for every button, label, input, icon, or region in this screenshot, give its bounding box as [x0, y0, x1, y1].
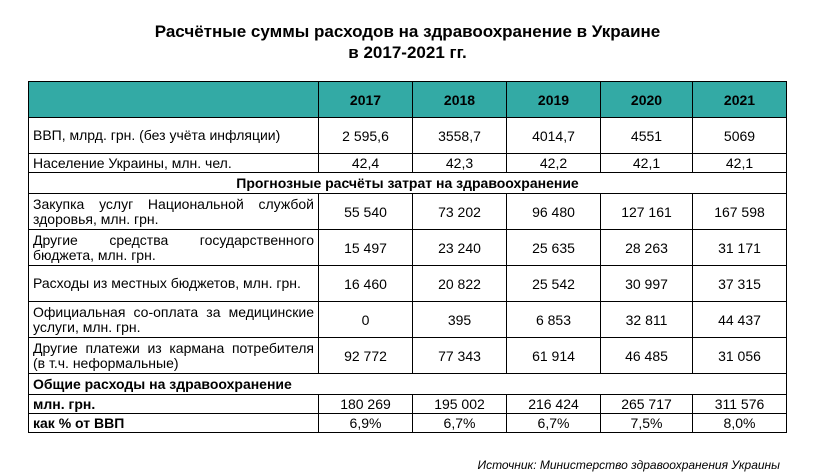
cell-value: 20 822 [413, 266, 507, 302]
cell-value: 42,2 [507, 154, 601, 173]
row-label: Официальная со-оплата за медицинские услуги, млн. грн. [29, 302, 319, 338]
table-row [29, 395, 787, 414]
cell-value: 32 811 [601, 302, 693, 338]
year-header: 2017 [319, 82, 413, 118]
year-header: 2019 [507, 82, 601, 118]
cell-value: 15 497 [319, 230, 413, 266]
row-label: Другие средства государственного бюджета, млн. грн. [29, 230, 319, 266]
table-row [29, 302, 787, 338]
section-heading-total: Общие расходы на здравоохранение [29, 374, 787, 395]
row-label: Население Украины, млн. чел. [29, 154, 319, 173]
cell-value: 37 315 [693, 266, 787, 302]
cell-value: 180 269 [319, 395, 413, 414]
cell-value: 23 240 [413, 230, 507, 266]
cell-value: 92 772 [319, 338, 413, 374]
cell-value: 4551 [601, 118, 693, 154]
cell-value: 55 540 [319, 194, 413, 230]
cell-value: 216 424 [507, 395, 601, 414]
cell-value: 44 437 [693, 302, 787, 338]
cell-value: 5069 [693, 118, 787, 154]
row-label: ВВП, млрд. грн. (без учёта инфляции) [29, 118, 319, 154]
cell-value: 2 595,6 [319, 118, 413, 154]
cell-value: 46 485 [601, 338, 693, 374]
row-label: Расходы из местных бюджетов, млн. грн. [29, 266, 319, 302]
section-heading-forecast: Прогнозные расчёты затрат на здравоохранение [29, 173, 787, 194]
cell-value: 4014,7 [507, 118, 601, 154]
cell-value: 167 598 [693, 194, 787, 230]
year-header: 2018 [413, 82, 507, 118]
section-row [29, 374, 787, 395]
cell-value: 311 576 [693, 395, 787, 414]
header-label-cell [29, 82, 319, 118]
cell-value: 31 056 [693, 338, 787, 374]
cell-value: 31 171 [693, 230, 787, 266]
cell-value: 6,7% [413, 414, 507, 433]
table-row [29, 230, 787, 266]
cell-value: 96 480 [507, 194, 601, 230]
cell-value: 42,1 [693, 154, 787, 173]
cell-value: 395 [413, 302, 507, 338]
cell-value: 127 161 [601, 194, 693, 230]
cell-value: 265 717 [601, 395, 693, 414]
cell-value: 61 914 [507, 338, 601, 374]
table-title-line2: в 2017-2021 гг. [348, 43, 467, 62]
cell-value: 73 202 [413, 194, 507, 230]
cell-value: 42,4 [319, 154, 413, 173]
cell-value: 8,0% [693, 414, 787, 433]
row-label: Другие платежи из кармана потребителя (в т.ч. неформальные) [29, 338, 319, 374]
cell-value: 25 542 [507, 266, 601, 302]
row-label: млн. грн. [29, 395, 319, 414]
cell-value: 7,5% [601, 414, 693, 433]
section-row [29, 173, 787, 194]
cell-value: 195 002 [413, 395, 507, 414]
year-header: 2020 [601, 82, 693, 118]
cell-value: 42,3 [413, 154, 507, 173]
table-row [29, 338, 787, 374]
cell-value: 0 [319, 302, 413, 338]
row-label: как % от ВВП [29, 414, 319, 433]
cell-value: 25 635 [507, 230, 601, 266]
header-row [29, 82, 787, 118]
table-row [29, 154, 787, 173]
source-note: Источник: Министерство здравоохранения Украины [477, 458, 780, 472]
cell-value: 6,9% [319, 414, 413, 433]
cell-value: 6,7% [507, 414, 601, 433]
table-row [29, 414, 787, 433]
table-row [29, 266, 787, 302]
table-title-line1: Расчётные суммы расходов на здравоохранение в Украине [154, 22, 661, 41]
table-row [29, 118, 787, 154]
row-label: Закупка услуг Национальной службой здоровья, млн. грн. [29, 194, 319, 230]
cell-value: 28 263 [601, 230, 693, 266]
cell-value: 77 343 [413, 338, 507, 374]
year-header: 2021 [693, 82, 787, 118]
table-row [29, 194, 787, 230]
cell-value: 42,1 [601, 154, 693, 173]
cell-value: 6 853 [507, 302, 601, 338]
cell-value: 16 460 [319, 266, 413, 302]
cell-value: 30 997 [601, 266, 693, 302]
health-expenses-table [28, 81, 787, 433]
cell-value: 3558,7 [413, 118, 507, 154]
